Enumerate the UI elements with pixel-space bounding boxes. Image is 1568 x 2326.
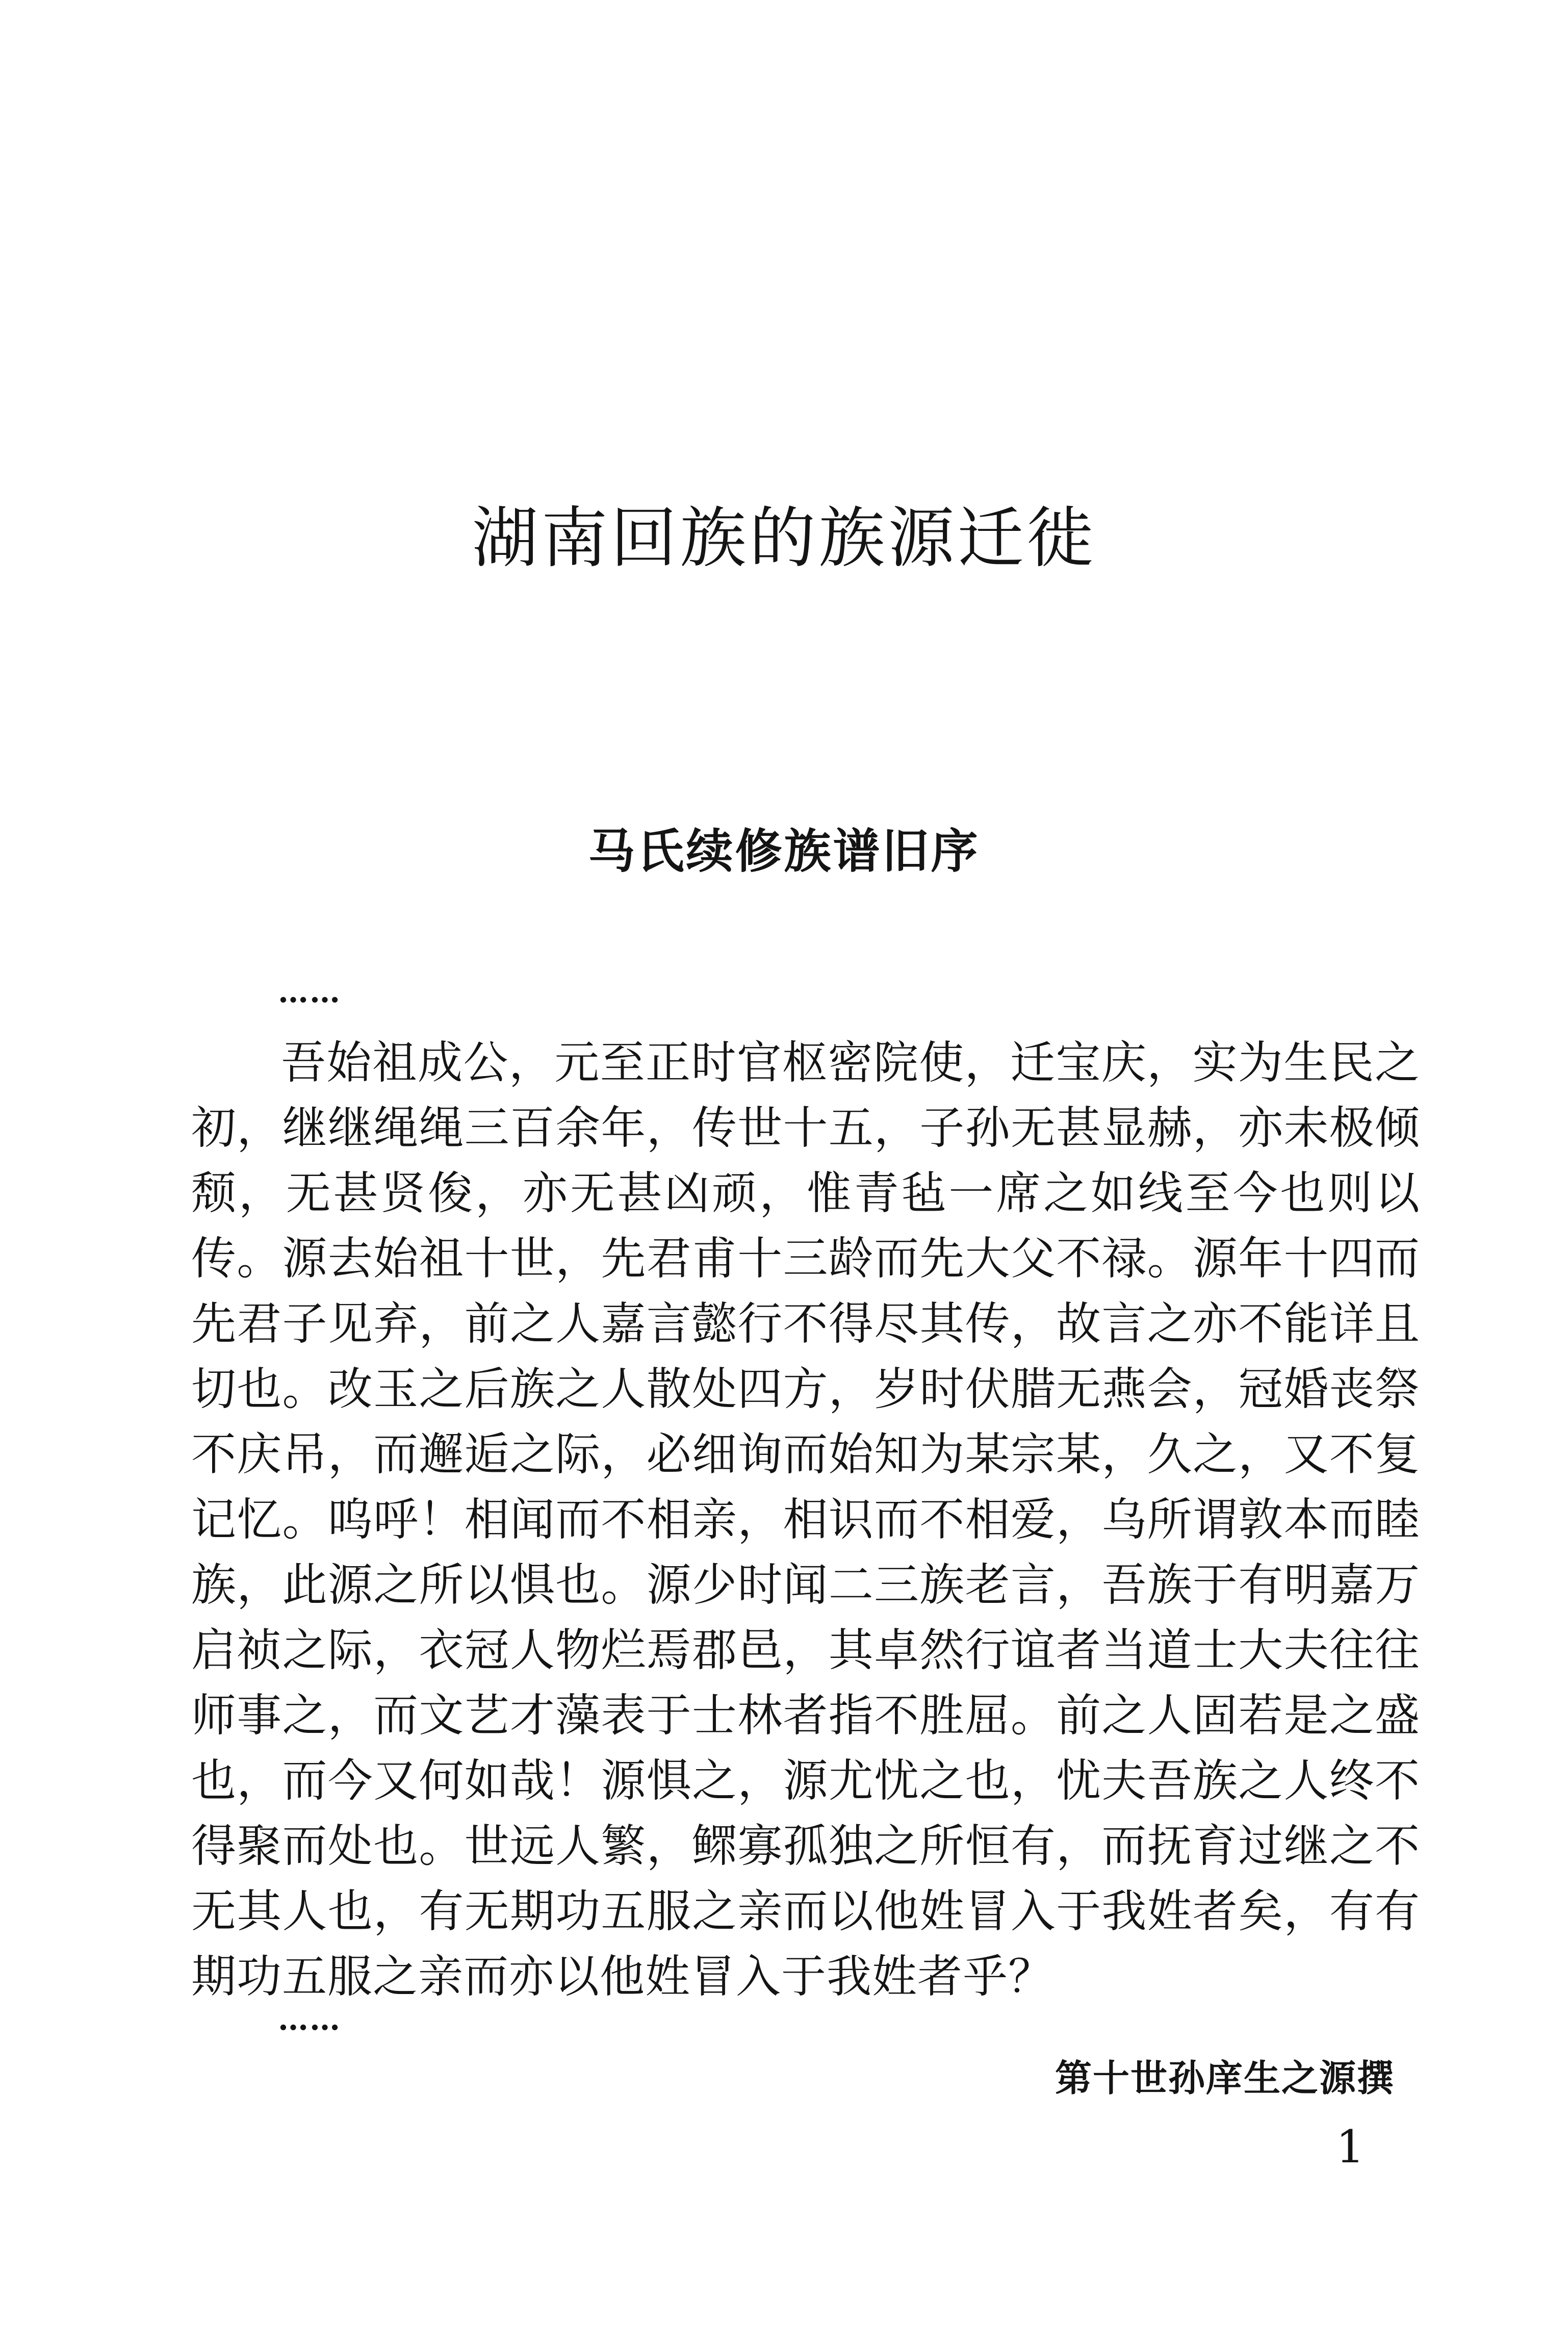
ellipsis-top: …… bbox=[278, 974, 341, 1010]
author-signature: 第十世孙庠生之源撰 bbox=[1055, 2057, 1395, 2100]
ellipsis-bottom: …… bbox=[278, 2002, 341, 2037]
page-number: 1 bbox=[1336, 2120, 1365, 2173]
page-title: 湖南回族的族源迁徙 bbox=[472, 499, 1096, 577]
section-title: 马氏续修族谱旧序 bbox=[588, 824, 980, 879]
body-paragraph: 吾始祖成公，元至正时官枢密院使，迁宝庆，实为生民之初，继继绳绳三百余年，传世十五，子孙无甚显赫，亦未极倾颓，无甚贤俊，亦无甚凶顽，惟青毡一席之如线至今也则以传。源去始祖十世，先君甫十三龄而先大父不禄。源年十四而先君子见弃，前之人嘉言懿行不得尽其传，故言之亦不能详且切也。改玉之后族之人散处四方，岁时伏腊无燕会，冠婚丧祭不庆吊，而邂逅之际，必细询而始知为某宗某，久之，又不复记忆。呜呼！相闻而不相亲，相识而不相爱，乌所谓敦本而睦族，此源之所以惧也。源少时闻二三族老言，吾族于有明嘉万启祯之际，衣冠人物烂焉郡邑，其卓然行谊者当道士大夫往往师事之，而文艺才藻表于士林者指不胜屈。前之人固若是之盛也，而今又何如哉！源惧之，源尤忧之也，忧夫吾族之人终不得聚而处也。世远人繁，鳏寡孤独之所恒有，而抚育过继之不无其人也，有无期功五服之亲而以他姓冒入于我姓者矣，有有期功五服之亲而亦以他姓冒入于我姓者乎？ bbox=[191, 1036, 1420, 2003]
